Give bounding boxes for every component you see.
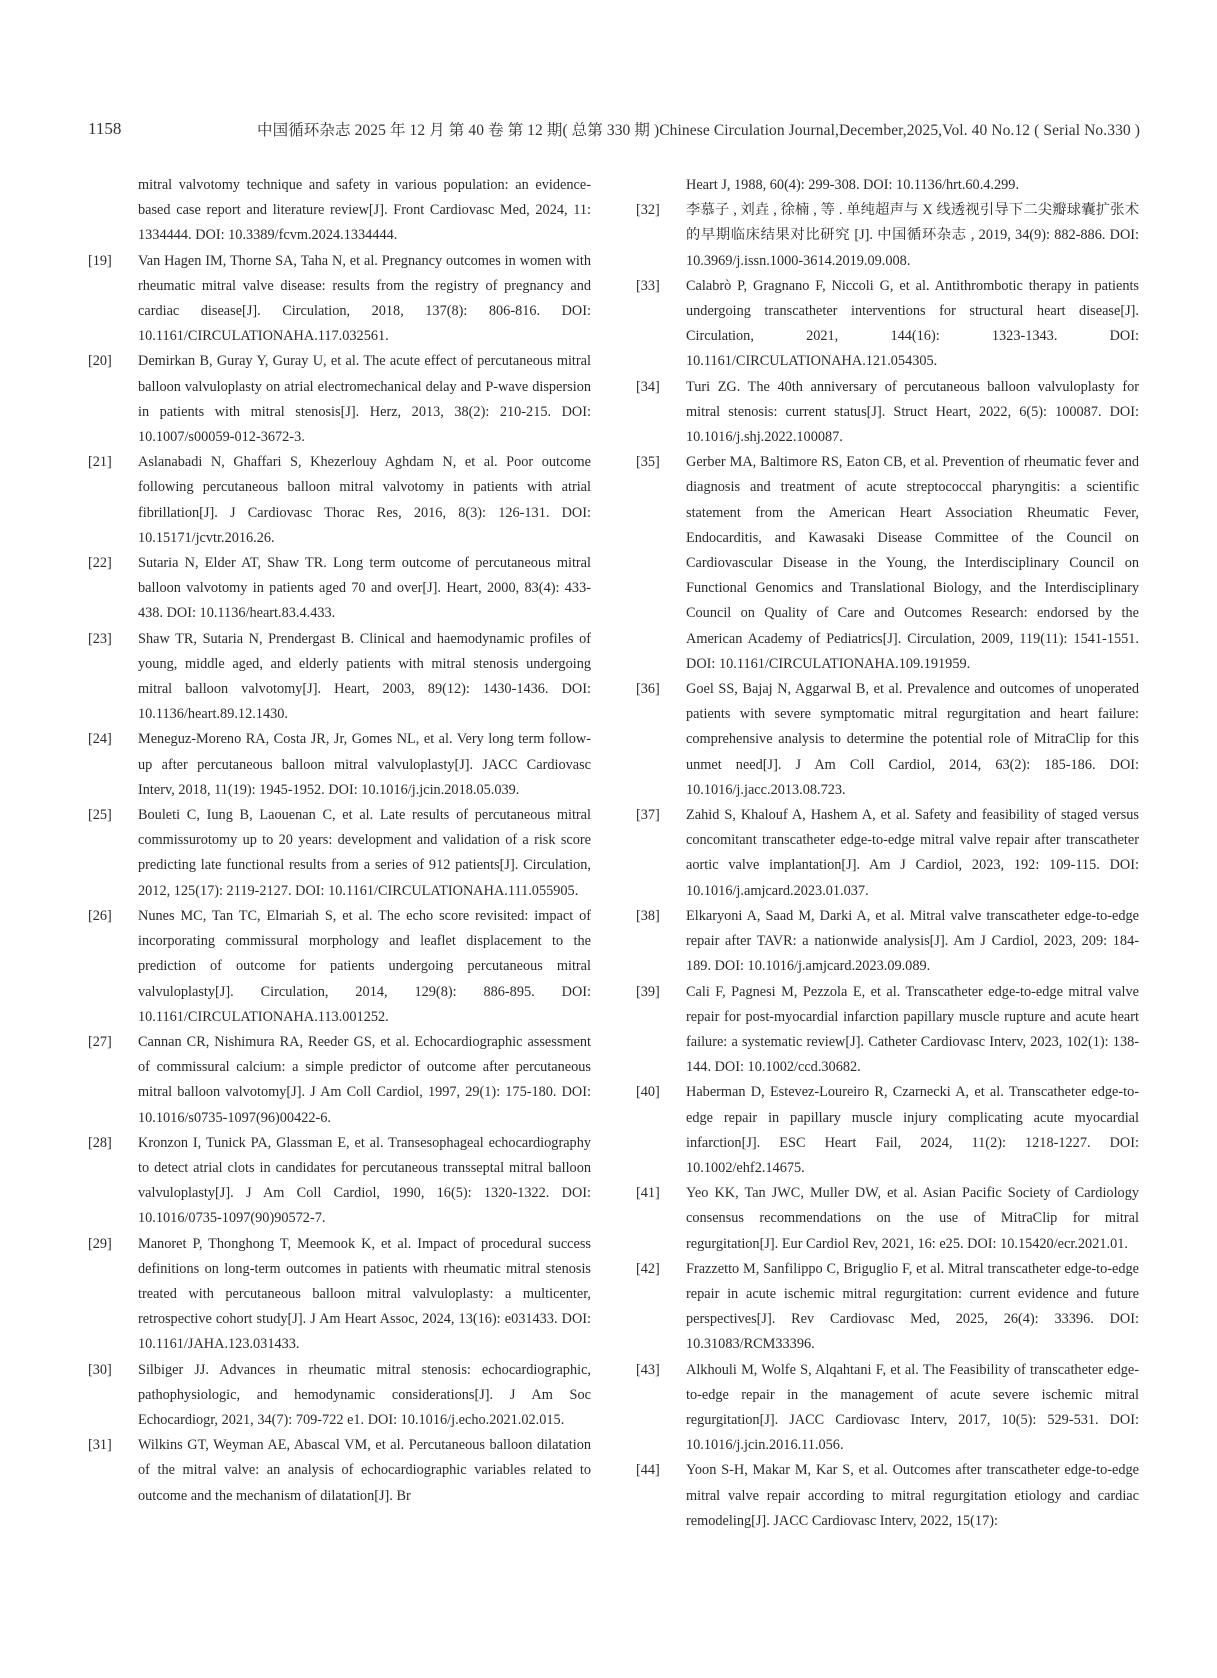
reference-number: [33] bbox=[636, 277, 660, 294]
page-number: 1158 bbox=[88, 119, 122, 138]
reference-text: Elkaryoni A, Saad M, Darki A, et al. Mitral valve transcatheter edge-to-edge repair after TAVR: a nationwide analysis[J]. Am J Cardiol, 2023, 209: 184-189. DOI: 10.1016/j.amjcard.2023.09.089. bbox=[686, 907, 1139, 975]
reference-text: Nunes MC, Tan TC, Elmariah S, et al. The echo score revisited: impact of incorporating commissural morphology and leaflet displacement to the prediction of outcome for patients undergoing percutaneous mitral valvuloplasty[J]. Circulation, 2014, 129(8): 886-895. DOI: 10.1161/CIRCULATIONAHA.113.001252. bbox=[138, 907, 591, 1025]
reference-text: Kronzon I, Tunick PA, Glassman E, et al. Transesophageal echocardiography to detect atrial clots in candidates for percutaneous transseptal mitral balloon valvuloplasty[J]. J Am Coll Cardiol, 1990, 16(5): 1320-1322. DOI: 10.1016/0735-1097(90)90572-7. bbox=[138, 1134, 591, 1227]
reference-item bbox=[88, 551, 591, 627]
reference-item bbox=[88, 904, 591, 1030]
journal-running-head: 中国循环杂志 2025 年 12 月 第 40 卷 第 12 期( 总第 330 期 )Chinese Circulation Journal,December,2025,Vol. 40 No.12 ( Serial No.330 ) bbox=[257, 122, 1140, 139]
reference-item bbox=[88, 249, 591, 350]
reference-text: Demirkan B, Guray Y, Guray U, et al. The acute effect of percutaneous mitral balloon valvuloplasty on atrial electromechanical delay and P-wave dispersion in patients with mitral stenosis[J]. Herz, 2013, 38(2): 210-215. DOI: 10.1007/s00059-012-3672-3. bbox=[138, 353, 591, 446]
reference-item bbox=[636, 677, 1139, 803]
reference-number: [23] bbox=[88, 630, 112, 647]
reference-item bbox=[88, 627, 591, 728]
reference-text: Turi ZG. The 40th anniversary of percutaneous balloon valvuloplasty for mitral stenosis: current status[J]. Struct Heart, 2022, 6(5): 100087. DOI: 10.1016/j.shj.2022.100087. bbox=[686, 378, 1139, 446]
reference-number: [21] bbox=[88, 454, 112, 471]
reference-text: Yoon S-H, Makar M, Kar S, et al. Outcomes after transcatheter edge-to-edge mitral valve repair according to mitral regurgitation etiology and cardiac remodeling[J]. JACC Cardiovasc Interv, 2022, 15(17): bbox=[686, 1462, 1139, 1529]
reference-item bbox=[636, 274, 1139, 375]
reference-number: [39] bbox=[636, 983, 660, 1000]
reference-text: Heart J, 1988, 60(4): 299-308. DOI: 10.1136/hrt.60.4.299. bbox=[686, 177, 1020, 193]
reference-number: [28] bbox=[88, 1134, 112, 1151]
reference-item bbox=[636, 803, 1139, 904]
reference-item bbox=[88, 1131, 591, 1232]
reference-number: [32] bbox=[636, 202, 660, 219]
reference-item bbox=[636, 173, 1139, 198]
reference-number: [41] bbox=[636, 1185, 660, 1202]
reference-number: [40] bbox=[636, 1084, 660, 1101]
reference-number: [19] bbox=[88, 252, 112, 269]
reference-number: [44] bbox=[636, 1462, 660, 1479]
reference-item bbox=[636, 450, 1139, 677]
reference-number: [38] bbox=[636, 907, 660, 924]
reference-item bbox=[636, 980, 1139, 1081]
reference-item bbox=[88, 1358, 591, 1434]
reference-text: Silbiger JJ. Advances in rheumatic mitral stenosis: echocardiographic, pathophysiologic, and hemodynamic considerations[J]. J Am Soc Echocardiogr, 2021, 34(7): 709-722 e1. DOI: 10.1016/j.echo.2021.02.015. bbox=[138, 1361, 591, 1428]
reference-text: mitral valvotomy technique and safety in various population: an evidence-based case report and literature review[J]. Front Cardiovasc Med, 2024, 11: 1334444. DOI: 10.3389/fcvm.2024.1334444. bbox=[138, 177, 591, 244]
reference-number: [34] bbox=[636, 378, 660, 395]
reference-item bbox=[88, 173, 591, 249]
reference-item bbox=[88, 1232, 591, 1358]
reference-number: [35] bbox=[636, 454, 660, 471]
reference-number: [25] bbox=[88, 807, 112, 824]
reference-number: [31] bbox=[88, 1437, 112, 1454]
reference-item bbox=[636, 1080, 1139, 1181]
reference-text: Cannan CR, Nishimura RA, Reeder GS, et al. Echocardiographic assessment of commissural calcium: a simple predictor of outcome after percutaneous mitral balloon valvotomy[J]. J Am Coll Cardiol, 1997, 29(1): 175-180. DOI: 10.1016/s0735-1097(96)00422-6. bbox=[138, 1033, 591, 1126]
reference-text: Bouleti C, Iung B, Laouenan C, et al. Late results of percutaneous mitral commissurotomy up to 20 years: development and validation of a risk score predicting late functional results from a series of 912 patients[J]. Circulation, 2012, 125(17): 2119-2127. DOI: 10.1161/CIRCULATIONAHA.111.055905. bbox=[138, 807, 591, 899]
reference-item bbox=[636, 198, 1139, 274]
reference-text: Manoret P, Thonghong T, Meemook K, et al. Impact of procedural success definitions on long-term outcomes in patients with rheumatic mitral stenosis treated with percutaneous balloon mitral valvuloplasty: a multicenter, retrospective cohort study[J]. J Am Heart Assoc, 2024, 13(16): e031433. DOI: 10.1161/JAHA.123.031433. bbox=[138, 1235, 591, 1353]
reference-number: [20] bbox=[88, 353, 112, 370]
reference-text: Aslanabadi N, Ghaffari S, Khezerlouy Aghdam N, et al. Poor outcome following percutaneous balloon mitral valvotomy in patients with atrial fibrillation[J]. J Cardiovasc Thorac Res, 2016, 8(3): 126-131. DOI: 10.15171/jcvtr.2016.26. bbox=[138, 454, 591, 546]
reference-text: Alkhouli M, Wolfe S, Alqahtani F, et al. The Feasibility of transcatheter edge-to-edge repair in the management of acute severe ischemic mitral regurgitation[J]. JACC Cardiovasc Interv, 2017, 10(5): 529-531. DOI: 10.1016/j.jcin.2016.11.056. bbox=[686, 1361, 1139, 1454]
reference-number: [37] bbox=[636, 807, 660, 824]
reference-text: Meneguz-Moreno RA, Costa JR, Jr, Gomes NL, et al. Very long term follow-up after percutaneous balloon mitral valvuloplasty[J]. JACC Cardiovasc Interv, 2018, 11(19): 1945-1952. DOI: 10.1016/j.jcin.2018.05.039. bbox=[138, 731, 591, 798]
reference-item bbox=[636, 1257, 1139, 1358]
reference-item bbox=[636, 1181, 1139, 1257]
reference-text: Goel SS, Bajaj N, Aggarwal B, et al. Prevalence and outcomes of unoperated patients with severe symptomatic mitral regurgitation and heart failure: comprehensive analysis to determine the potential role of MitraClip for this unmet need[J]. J Am Coll Cardiol, 2014, 63(2): 185-186. DOI: 10.1016/j.jacc.2013.08.723. bbox=[686, 681, 1139, 798]
reference-item bbox=[88, 1030, 591, 1131]
reference-number: [24] bbox=[88, 731, 112, 748]
reference-text: Haberman D, Estevez-Loureiro R, Czarnecki A, et al. Transcatheter edge-to-edge repair in papillary muscle injury complicating acute myocardial infarction[J]. ESC Heart Fail, 2024, 11(2): 1218-1227. DOI: 10.1002/ehf2.14675. bbox=[686, 1084, 1139, 1176]
reference-number: [42] bbox=[636, 1260, 660, 1277]
reference-text: 李慕子 , 刘垚 , 徐楠 , 等 . 单纯超声与 X 线透视引导下二尖瓣球囊扩张术的早期临床结果对比研究 [J]. 中国循环杂志 , 2019, 34(9): 882-886. DOI: 10.3969/j.issn.1000-3614.2019.09.008. bbox=[686, 202, 1139, 269]
reference-text: Sutaria N, Elder AT, Shaw TR. Long term outcome of percutaneous mitral balloon valvotomy in patients aged 70 and over[J]. Heart, 2000, 83(4): 433-438. DOI: 10.1136/heart.83.4.433. bbox=[138, 555, 591, 622]
reference-text: Cali F, Pagnesi M, Pezzola E, et al. Transcatheter edge-to-edge mitral valve repair for post-myocardial infarction papillary muscle rupture and acute heart failure: a systematic review[J]. Catheter Cardiovasc Interv, 2023, 102(1): 138-144. DOI: 10.1002/ccd.30682. bbox=[686, 983, 1139, 1076]
reference-text: Zahid S, Khalouf A, Hashem A, et al. Safety and feasibility of staged versus concomitant transcatheter edge-to-edge mitral valve repair after transcatheter aortic valve implantation[J]. Am J Cardiol, 2023, 192: 109-115. DOI: 10.1016/j.amjcard.2023.01.037. bbox=[686, 807, 1139, 899]
reference-text: Frazzetto M, Sanfilippo C, Briguglio F, et al. Mitral transcatheter edge-to-edge repair in acute ischemic mitral regurgitation: current evidence and future perspectives[J]. Rev Cardiovasc Med, 2025, 26(4): 33396. DOI: 10.31083/RCM33396. bbox=[686, 1260, 1139, 1353]
reference-item bbox=[636, 1458, 1139, 1534]
reference-text: Calabrò P, Gragnano F, Niccoli G, et al. Antithrombotic therapy in patients undergoing transcatheter interventions for structural heart disease[J]. Circulation, 2021, 144(16): 1323-1343. DOI: 10.1161/CIRCULATIONAHA.121.054305. bbox=[686, 277, 1139, 370]
reference-number: [22] bbox=[88, 555, 112, 572]
reference-text: Yeo KK, Tan JWC, Muller DW, et al. Asian Pacific Society of Cardiology consensus recommendations on the use of MitraClip for mitral regurgitation[J]. Eur Cardiol Rev, 2021, 16: e25. DOI: 10.15420/ecr.2021.01. bbox=[686, 1185, 1139, 1252]
reference-item bbox=[88, 450, 591, 551]
reference-number: [36] bbox=[636, 681, 660, 698]
references-right-column bbox=[636, 173, 1139, 1534]
reference-item bbox=[636, 904, 1139, 980]
references-left-column bbox=[88, 173, 591, 1509]
reference-number: [27] bbox=[88, 1033, 112, 1050]
reference-item bbox=[636, 375, 1139, 451]
reference-text: Van Hagen IM, Thorne SA, Taha N, et al. Pregnancy outcomes in women with rheumatic mitral valve disease: results from the registry of pregnancy and cardiac disease[J]. Circulation, 2018, 137(8): 806-816. DOI: 10.1161/CIRCULATIONAHA.117.032561. bbox=[138, 252, 591, 345]
reference-item bbox=[88, 1433, 591, 1509]
reference-text: Shaw TR, Sutaria N, Prendergast B. Clinical and haemodynamic profiles of young, middle aged, and elderly patients with mitral stenosis undergoing mitral balloon valvotomy[J]. Heart, 2003, 89(12): 1430-1436. DOI: 10.1136/heart.89.12.1430. bbox=[138, 630, 591, 723]
reference-item bbox=[636, 1358, 1139, 1459]
reference-number: [29] bbox=[88, 1235, 112, 1252]
reference-number: [26] bbox=[88, 907, 112, 924]
reference-text: Wilkins GT, Weyman AE, Abascal VM, et al. Percutaneous balloon dilatation of the mitral valve: an analysis of echocardiographic variables related to outcome and the mechanism of dilatation[J]. Br bbox=[138, 1437, 591, 1504]
reference-item bbox=[88, 727, 591, 803]
reference-item bbox=[88, 349, 591, 450]
reference-text: Gerber MA, Baltimore RS, Eaton CB, et al. Prevention of rheumatic fever and diagnosis and treatment of acute streptococcal pharyngitis: a scientific statement from the American Heart Association Rheumatic Fever, Endocarditis, and Kawasaki Disease Committee of the Council on Cardiovascular Disease in the Young, the Interdisciplinary Council on Functional Genomics and Translational Biology, and the Interdisciplinary Council on Quality of Care and Outcomes Research: endorsed by the American Academy of Pediatrics[J]. Circulation, 2009, 119(11): 1541-1551. DOI: 10.1161/CIRCULATIONAHA.109.191959. bbox=[686, 454, 1139, 672]
reference-number: [43] bbox=[636, 1361, 660, 1378]
reference-item bbox=[88, 803, 591, 904]
reference-number: [30] bbox=[88, 1361, 112, 1378]
